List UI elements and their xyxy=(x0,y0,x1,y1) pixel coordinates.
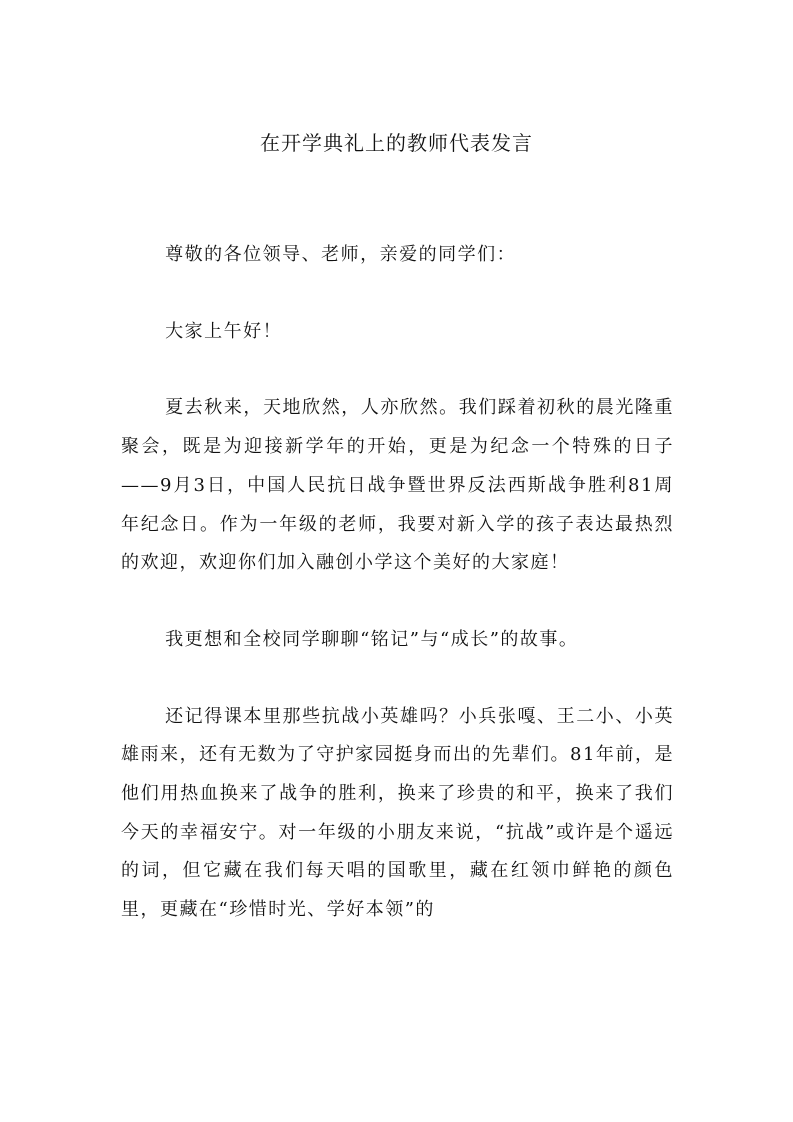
paragraph-topic: 我更想和全校同学聊聊“铭记”与“成长”的故事。 xyxy=(165,628,579,650)
paragraph-opening: 夏去秋来，天地欣然，人亦欣然。我们踩着初秋的晨光隆重聚会，既是为迎接新学年的开始，更是为纪念一个特殊的日子——9月3日，中国人民抗日战争暨世界反法西斯战争胜利81周年纪念日。作为一年级的老师，我要对新入学的孩子表达最热烈的欢迎，欢迎你们加入融创小学这个美好的大家庭！ xyxy=(121,397,674,574)
paragraph-good-morning: 大家上午好！ xyxy=(165,320,283,342)
document-body xyxy=(121,236,674,968)
paragraph-greeting: 尊敬的各位领导、老师，亲爱的同学们： xyxy=(165,244,517,265)
paragraph-heroes: 还记得课本里那些抗战小英雄吗？小兵张嘎、王二小、小英雄雨来，还有无数为了守护家园挺身而出的先辈们。81年前，是他们用热血换来了战争的胜利，换来了珍贵的和平，换来了我们今天的幸福安宁。对一年级的小朋友来说，“抗战”或许是个遥远的词，但它藏在我们每天唱的国歌里，藏在红领巾鲜艳的颜色里，更藏在“珍惜时光、学好本领”的 xyxy=(121,705,674,921)
document-title: 在开学典礼上的教师代表发言 xyxy=(260,131,533,155)
